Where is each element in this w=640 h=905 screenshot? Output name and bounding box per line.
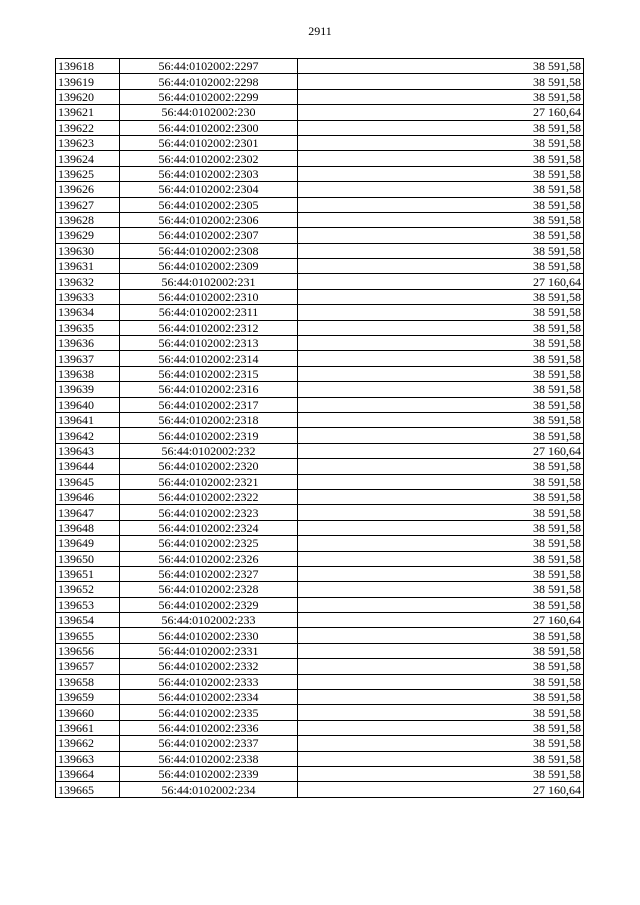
value-cell: 38 591,58 <box>298 459 584 474</box>
value-cell: 38 591,58 <box>298 397 584 412</box>
table-row <box>56 674 584 689</box>
value-cell: 38 591,58 <box>298 197 584 212</box>
value-cell: 38 591,58 <box>298 120 584 135</box>
cadastral-number-cell: 56:44:0102002:2299 <box>120 89 298 104</box>
registry-table <box>55 58 584 798</box>
table-row <box>56 197 584 212</box>
table-row <box>56 705 584 720</box>
cadastral-number-cell: 56:44:0102002:2312 <box>120 320 298 335</box>
cadastral-number-cell: 56:44:0102002:2325 <box>120 536 298 551</box>
row-number-cell: 139627 <box>56 197 120 212</box>
row-number-cell: 139656 <box>56 643 120 658</box>
row-number-cell: 139645 <box>56 474 120 489</box>
value-cell: 38 591,58 <box>298 674 584 689</box>
cadastral-number-cell: 56:44:0102002:2305 <box>120 197 298 212</box>
row-number-cell: 139622 <box>56 120 120 135</box>
cadastral-number-cell: 56:44:0102002:2321 <box>120 474 298 489</box>
cadastral-number-cell: 56:44:0102002:2327 <box>120 566 298 581</box>
value-cell: 38 591,58 <box>298 59 584 74</box>
row-number-cell: 139662 <box>56 736 120 751</box>
row-number-cell: 139664 <box>56 766 120 781</box>
cadastral-number-cell: 56:44:0102002:2318 <box>120 412 298 427</box>
cadastral-number-cell: 56:44:0102002:2316 <box>120 382 298 397</box>
table-row <box>56 182 584 197</box>
value-cell: 27 160,64 <box>298 274 584 289</box>
value-cell: 38 591,58 <box>298 428 584 443</box>
row-number-cell: 139659 <box>56 690 120 705</box>
cadastral-number-cell: 56:44:0102002:2304 <box>120 182 298 197</box>
table-row <box>56 243 584 258</box>
row-number-cell: 139619 <box>56 74 120 89</box>
table-row <box>56 690 584 705</box>
table-row <box>56 120 584 135</box>
cadastral-number-cell: 56:44:0102002:2310 <box>120 289 298 304</box>
row-number-cell: 139651 <box>56 566 120 581</box>
table-row <box>56 736 584 751</box>
table-row <box>56 443 584 458</box>
row-number-cell: 139653 <box>56 597 120 612</box>
value-cell: 38 591,58 <box>298 705 584 720</box>
table-row <box>56 720 584 735</box>
value-cell: 38 591,58 <box>298 382 584 397</box>
cadastral-number-cell: 56:44:0102002:2298 <box>120 74 298 89</box>
cadastral-number-cell: 56:44:0102002:2322 <box>120 489 298 504</box>
row-number-cell: 139646 <box>56 489 120 504</box>
cadastral-number-cell: 56:44:0102002:2308 <box>120 243 298 258</box>
row-number-cell: 139661 <box>56 720 120 735</box>
cadastral-number-cell: 56:44:0102002:2306 <box>120 212 298 227</box>
cadastral-number-cell: 56:44:0102002:2324 <box>120 520 298 535</box>
value-cell: 38 591,58 <box>298 566 584 581</box>
cadastral-number-cell: 56:44:0102002:2337 <box>120 736 298 751</box>
cadastral-number-cell: 56:44:0102002:2320 <box>120 459 298 474</box>
table-row <box>56 489 584 504</box>
row-number-cell: 139650 <box>56 551 120 566</box>
value-cell: 38 591,58 <box>298 520 584 535</box>
value-cell: 38 591,58 <box>298 228 584 243</box>
value-cell: 38 591,58 <box>298 536 584 551</box>
registry-table-body <box>56 59 584 798</box>
row-number-cell: 139628 <box>56 212 120 227</box>
table-row <box>56 274 584 289</box>
value-cell: 38 591,58 <box>298 289 584 304</box>
cadastral-number-cell: 56:44:0102002:232 <box>120 443 298 458</box>
cadastral-number-cell: 56:44:0102002:2330 <box>120 628 298 643</box>
cadastral-number-cell: 56:44:0102002:2339 <box>120 766 298 781</box>
value-cell: 38 591,58 <box>298 151 584 166</box>
row-number-cell: 139624 <box>56 151 120 166</box>
cadastral-number-cell: 56:44:0102002:2338 <box>120 751 298 766</box>
row-number-cell: 139647 <box>56 505 120 520</box>
value-cell: 38 591,58 <box>298 505 584 520</box>
cadastral-number-cell: 56:44:0102002:2319 <box>120 428 298 443</box>
value-cell: 38 591,58 <box>298 305 584 320</box>
row-number-cell: 139643 <box>56 443 120 458</box>
cadastral-number-cell: 56:44:0102002:234 <box>120 782 298 797</box>
row-number-cell: 139652 <box>56 582 120 597</box>
row-number-cell: 139638 <box>56 366 120 381</box>
value-cell: 38 591,58 <box>298 489 584 504</box>
row-number-cell: 139641 <box>56 412 120 427</box>
value-cell: 38 591,58 <box>298 582 584 597</box>
cadastral-number-cell: 56:44:0102002:2311 <box>120 305 298 320</box>
table-row <box>56 59 584 74</box>
table-row <box>56 582 584 597</box>
row-number-cell: 139625 <box>56 166 120 181</box>
value-cell: 27 160,64 <box>298 105 584 120</box>
value-cell: 38 591,58 <box>298 736 584 751</box>
cadastral-number-cell: 56:44:0102002:2303 <box>120 166 298 181</box>
value-cell: 38 591,58 <box>298 474 584 489</box>
value-cell: 38 591,58 <box>298 89 584 104</box>
cadastral-number-cell: 56:44:0102002:233 <box>120 613 298 628</box>
value-cell: 38 591,58 <box>298 351 584 366</box>
row-number-cell: 139663 <box>56 751 120 766</box>
value-cell: 38 591,58 <box>298 690 584 705</box>
cadastral-number-cell: 56:44:0102002:2301 <box>120 135 298 150</box>
value-cell: 38 591,58 <box>298 659 584 674</box>
table-row <box>56 166 584 181</box>
value-cell: 38 591,58 <box>298 74 584 89</box>
table-row <box>56 751 584 766</box>
table-row <box>56 643 584 658</box>
table-row <box>56 412 584 427</box>
table-row <box>56 628 584 643</box>
row-number-cell: 139618 <box>56 59 120 74</box>
row-number-cell: 139631 <box>56 259 120 274</box>
cadastral-number-cell: 56:44:0102002:2331 <box>120 643 298 658</box>
row-number-cell: 139626 <box>56 182 120 197</box>
cadastral-number-cell: 56:44:0102002:2328 <box>120 582 298 597</box>
row-number-cell: 139644 <box>56 459 120 474</box>
row-number-cell: 139635 <box>56 320 120 335</box>
value-cell: 38 591,58 <box>298 751 584 766</box>
table-row <box>56 474 584 489</box>
row-number-cell: 139629 <box>56 228 120 243</box>
table-row <box>56 289 584 304</box>
cadastral-number-cell: 56:44:0102002:2315 <box>120 366 298 381</box>
table-row <box>56 351 584 366</box>
table-row <box>56 151 584 166</box>
row-number-cell: 139632 <box>56 274 120 289</box>
value-cell: 38 591,58 <box>298 166 584 181</box>
cadastral-number-cell: 56:44:0102002:2307 <box>120 228 298 243</box>
row-number-cell: 139642 <box>56 428 120 443</box>
value-cell: 38 591,58 <box>298 135 584 150</box>
cadastral-number-cell: 56:44:0102002:230 <box>120 105 298 120</box>
cadastral-number-cell: 56:44:0102002:2309 <box>120 259 298 274</box>
table-row <box>56 259 584 274</box>
table-row <box>56 336 584 351</box>
value-cell: 38 591,58 <box>298 320 584 335</box>
table-row <box>56 366 584 381</box>
cadastral-number-cell: 56:44:0102002:2334 <box>120 690 298 705</box>
table-row <box>56 382 584 397</box>
value-cell: 38 591,58 <box>298 551 584 566</box>
cadastral-number-cell: 56:44:0102002:231 <box>120 274 298 289</box>
table-row <box>56 782 584 797</box>
row-number-cell: 139634 <box>56 305 120 320</box>
table-row <box>56 305 584 320</box>
table-row <box>56 766 584 781</box>
row-number-cell: 139620 <box>56 89 120 104</box>
cadastral-number-cell: 56:44:0102002:2336 <box>120 720 298 735</box>
cadastral-number-cell: 56:44:0102002:2329 <box>120 597 298 612</box>
cadastral-number-cell: 56:44:0102002:2297 <box>120 59 298 74</box>
cadastral-number-cell: 56:44:0102002:2317 <box>120 397 298 412</box>
value-cell: 38 591,58 <box>298 243 584 258</box>
table-row <box>56 459 584 474</box>
table-row <box>56 74 584 89</box>
row-number-cell: 139648 <box>56 520 120 535</box>
value-cell: 38 591,58 <box>298 720 584 735</box>
page-number: 2911 <box>308 24 332 38</box>
value-cell: 38 591,58 <box>298 628 584 643</box>
row-number-cell: 139621 <box>56 105 120 120</box>
value-cell: 38 591,58 <box>298 212 584 227</box>
row-number-cell: 139649 <box>56 536 120 551</box>
value-cell: 38 591,58 <box>298 182 584 197</box>
table-row <box>56 212 584 227</box>
row-number-cell: 139665 <box>56 782 120 797</box>
value-cell: 38 591,58 <box>298 412 584 427</box>
table-row <box>56 228 584 243</box>
value-cell: 27 160,64 <box>298 782 584 797</box>
row-number-cell: 139633 <box>56 289 120 304</box>
row-number-cell: 139637 <box>56 351 120 366</box>
cadastral-number-cell: 56:44:0102002:2332 <box>120 659 298 674</box>
table-row <box>56 505 584 520</box>
row-number-cell: 139660 <box>56 705 120 720</box>
cadastral-number-cell: 56:44:0102002:2314 <box>120 351 298 366</box>
value-cell: 38 591,58 <box>298 259 584 274</box>
value-cell: 38 591,58 <box>298 336 584 351</box>
row-number-cell: 139640 <box>56 397 120 412</box>
row-number-cell: 139658 <box>56 674 120 689</box>
table-row <box>56 613 584 628</box>
table-row <box>56 397 584 412</box>
row-number-cell: 139655 <box>56 628 120 643</box>
row-number-cell: 139654 <box>56 613 120 628</box>
table-row <box>56 659 584 674</box>
table-row <box>56 566 584 581</box>
value-cell: 38 591,58 <box>298 366 584 381</box>
table-row <box>56 551 584 566</box>
cadastral-number-cell: 56:44:0102002:2300 <box>120 120 298 135</box>
table-row <box>56 135 584 150</box>
row-number-cell: 139657 <box>56 659 120 674</box>
row-number-cell: 139630 <box>56 243 120 258</box>
row-number-cell: 139623 <box>56 135 120 150</box>
value-cell: 27 160,64 <box>298 443 584 458</box>
cadastral-number-cell: 56:44:0102002:2335 <box>120 705 298 720</box>
table-row <box>56 597 584 612</box>
table-row <box>56 520 584 535</box>
cadastral-number-cell: 56:44:0102002:2302 <box>120 151 298 166</box>
cadastral-number-cell: 56:44:0102002:2323 <box>120 505 298 520</box>
row-number-cell: 139639 <box>56 382 120 397</box>
table-row <box>56 428 584 443</box>
cadastral-number-cell: 56:44:0102002:2333 <box>120 674 298 689</box>
row-number-cell: 139636 <box>56 336 120 351</box>
value-cell: 27 160,64 <box>298 613 584 628</box>
table-row <box>56 89 584 104</box>
value-cell: 38 591,58 <box>298 643 584 658</box>
table-row <box>56 536 584 551</box>
value-cell: 38 591,58 <box>298 766 584 781</box>
table-row <box>56 320 584 335</box>
table-row <box>56 105 584 120</box>
cadastral-number-cell: 56:44:0102002:2313 <box>120 336 298 351</box>
cadastral-number-cell: 56:44:0102002:2326 <box>120 551 298 566</box>
value-cell: 38 591,58 <box>298 597 584 612</box>
